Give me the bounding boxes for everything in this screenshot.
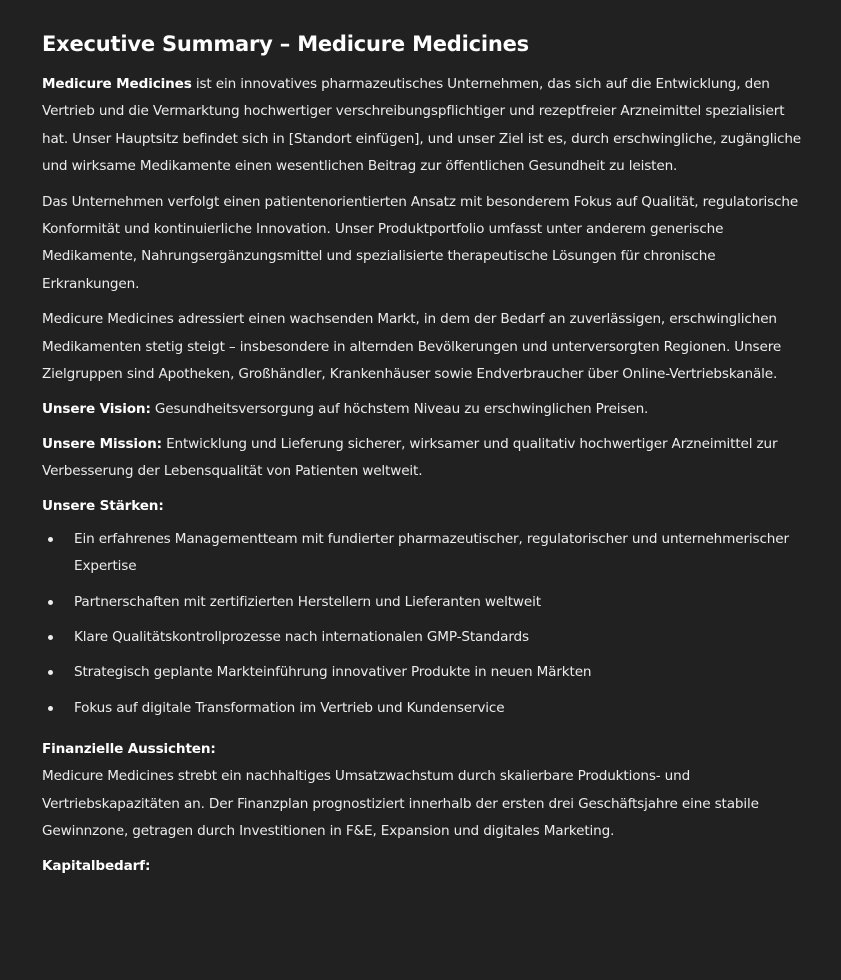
intro-text: ist ein innovatives pharmazeutisches Unternehmen, das sich auf die Entwicklung, den Vertrieb und die Vermarktung hochwertiger verschreibungspflichtiger und rezeptfreier Arzneimittel spezialisiert hat. Unser Hauptsitz befindet sich in [Standort einfügen], und unser Ziel ist es, durch erschwingliche, zugängliche und wirksame Medikamente einen wesentlichen Beitrag zur öffentlichen Gesundheit zu leisten. — [42, 76, 801, 175]
list-item-text: Strategisch geplante Markteinführung innovativer Produkte in neuen Märkten — [74, 664, 592, 681]
list-item — [42, 695, 802, 722]
list-item — [42, 526, 802, 581]
capital-label: Kapitalbedarf: — [42, 858, 151, 875]
approach-paragraph: Das Unternehmen verfolgt einen patientenorientierten Ansatz mit besonderem Fokus auf Qualität, regulatorische Konformität und kontinuierliche Innovation. Unser Produktportfolio umfasst unter anderem generische Medikamente, Nahrungsergänzungsmittel und spezialisierte therapeutische Lösungen für chronische Erkrankungen. — [42, 193, 799, 292]
bullet-icon — [48, 706, 53, 711]
financial-label: Finanzielle Aussichten: — [42, 741, 216, 758]
vision-text: Gesundheitsversorgung auf höchstem Niveau zu erschwinglichen Preisen. — [150, 401, 649, 418]
bullet-icon — [48, 600, 53, 605]
mission-paragraph — [42, 431, 802, 486]
intro-paragraph — [42, 71, 802, 181]
mission-label: Unsere Mission: — [42, 435, 162, 452]
financial-paragraph: Medicure Medicines strebt ein nachhaltiges Umsatzwachstum durch skalierbare Produktions- und Vertriebskapazitäten an. Der Finanzplan prognostiziert innerhalb der ersten drei Geschäftsjahre eine stabile Gewinnzone, getragen durch Investitionen in F&E, Expansion und digitales Marketing. — [42, 768, 759, 839]
list-item-text: Fokus auf digitale Transformation im Vertrieb und Kundenservice — [74, 699, 505, 716]
bullet-icon — [48, 537, 53, 542]
market-paragraph: Medicure Medicines adressiert einen wachsenden Markt, in dem der Bedarf an zuverlässigen, erschwinglichen Medikamenten stetig steigt – insbesondere in alternden Bevölkerungen und unterversorgten Regionen. Unsere Zielgruppen sind Apotheken, Großhändler, Krankenhäuser sowie Endverbraucher über Online-Vertriebskanäle. — [42, 311, 782, 383]
document-body — [42, 30, 802, 880]
list-item-text: Partnerschaften mit zertifizierten Herstellern und Lieferanten weltweit — [74, 593, 541, 610]
strengths-label: Unsere Stärken: — [42, 497, 164, 514]
list-item-text: Klare Qualitätskontrollprozesse nach internationalen GMP-Standards — [74, 628, 529, 645]
list-item — [42, 659, 802, 686]
vision-label: Unsere Vision: — [42, 401, 151, 418]
list-item-text: Ein erfahrenes Managementteam mit fundierter pharmazeutischer, regulatorischer und unternehmerischer Expertise — [74, 530, 789, 575]
vision-paragraph — [42, 396, 802, 423]
company-name: Medicure Medicines — [42, 76, 192, 92]
mission-text: Entwicklung und Lieferung sicherer, wirksamer und qualitativ hochwertiger Arzneimittel zur Verbesserung der Lebensqualität von Patienten weltweit. — [42, 435, 778, 480]
bullet-icon — [48, 635, 53, 640]
list-item — [42, 624, 802, 651]
strengths-list — [42, 526, 802, 722]
page-title: Executive Summary – Medicure Medicines — [42, 32, 529, 56]
bullet-icon — [48, 670, 53, 675]
list-item — [42, 589, 802, 616]
